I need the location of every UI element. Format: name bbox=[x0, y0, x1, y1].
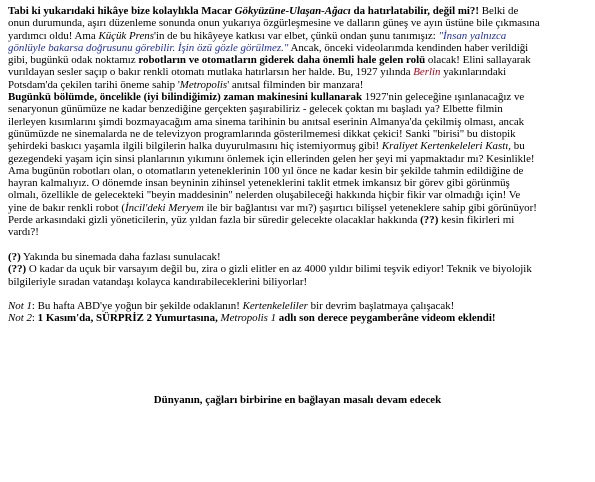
line: onun durumunda, aşırı düzenleme sonunda onun yukarıya özgürleşmesine ve dalların güneş ve ayın üstüne bile çıkmasına bbox=[8, 17, 540, 30]
paragraph-1 bbox=[8, 5, 591, 91]
video-link[interactable]: Metropolis 1 bbox=[220, 312, 277, 325]
spacer bbox=[8, 288, 591, 300]
text: ile bir bağlantısı var mı?) şaşırtıcı bilişsel yeteneklere sahip gibi görünüyor! bbox=[203, 201, 537, 214]
line bbox=[8, 5, 591, 17]
text: : Bu hafta ABD'ye yoğun bir şekilde odaklanın! bbox=[31, 300, 243, 313]
line: Ama bugünün robotları olan, o otomatların yeteneklerinin 100 yıl önce ne kadar kesin bir şekilde tahmin edildiğine de bbox=[8, 164, 524, 177]
paragraph-2 bbox=[8, 91, 591, 239]
text: yardımcı oldu! Ama bbox=[8, 29, 99, 42]
text: İncil'deki Meryem bbox=[125, 201, 204, 214]
line bbox=[8, 202, 591, 214]
line bbox=[8, 91, 591, 103]
note-label: Not 2 bbox=[8, 312, 32, 325]
line: günümüzde ne sinemalarda ne de televizyon programlarında gösterilmemesi dikkat çekici! Sanki "birisi" bu distopik bbox=[8, 127, 516, 140]
footnote-marker: (??) bbox=[8, 263, 27, 276]
article-body bbox=[8, 5, 591, 325]
text: , bu bbox=[508, 140, 525, 153]
text: vurıldayan sesler saçıp o bakır renkli otomatı mutlaka hatırlarsın her halde. Bu, 1927 yılında bbox=[8, 66, 414, 79]
text: yakınlarındaki bbox=[440, 66, 507, 79]
line bbox=[8, 54, 591, 66]
line: bilgileriyle sıradan vatandaşı kolayca kandırabileceklerini biliyorlar! bbox=[8, 275, 308, 288]
text: Metropolis bbox=[179, 78, 228, 91]
closing-line: Dünyanın, çağları birbirine en bağlayan masalı devam edecek bbox=[153, 394, 442, 406]
text: Perde arkasındaki gizli yöneticilerin, yüz yıldan fazla bir süredir gelecekte olacaklar hakkında bbox=[8, 214, 421, 227]
text: gibi, bugünkü odak noktamız bbox=[8, 54, 139, 67]
text: olacak! Elini sallayarak bbox=[425, 54, 531, 67]
text: Bugünkü bölümde, öncelikle (iyi bilindiğimiz) zaman makinesini kullanarak bbox=[8, 91, 363, 104]
text: 'in de bu hikâyeye katkısı var elbet, çünkü ondan şunu tanımışız: bbox=[154, 29, 439, 42]
text: ' anıtsal filminden bir manzara! bbox=[227, 78, 364, 91]
line bbox=[8, 214, 591, 226]
note-label: Not 1 bbox=[8, 300, 32, 313]
text: 1 Kasım'da, SÜRPRİZ 2 Yumurtasına, bbox=[37, 312, 221, 325]
text: kesin fikirleri mi bbox=[438, 214, 515, 227]
text: O kadar da uçuk bir varsayım değil bu, zira o gizli elitler en az 4000 yıldır bilimi teşvik ediyor! Teknik ve biyolojik bbox=[26, 263, 532, 276]
footnotes bbox=[8, 251, 591, 288]
text: robotların ve otomatların giderek daha önemli hale gelen rolü bbox=[138, 54, 426, 67]
notes bbox=[8, 300, 591, 325]
line bbox=[8, 42, 591, 54]
text: Kraliyet Kertenkeleleri Kastı bbox=[381, 140, 509, 153]
text: 1927'nin geleceğine ışınlanacağız ve bbox=[362, 91, 525, 104]
text: Yakında bu sinemada daha fazlası sunulacak! bbox=[20, 250, 221, 263]
text: bir devrim başlatmaya çalışacak! bbox=[307, 300, 455, 313]
note-1 bbox=[8, 300, 591, 312]
footnote-marker: (?) bbox=[8, 250, 21, 263]
note-2 bbox=[8, 312, 591, 324]
spacer bbox=[8, 239, 591, 251]
line bbox=[8, 79, 591, 91]
text: şehirdeki baskıcı yaşamla ilgili bilgilerin halka duyurulmasını hiç istemiyormuş gibi! bbox=[8, 140, 382, 153]
line bbox=[8, 140, 591, 152]
text: Gökyüzüne-Ulaşan-Ağacı bbox=[234, 5, 351, 17]
line: senaryonun günümüze ne kadar benzediğine gerçekten şaşırabiliriz - gelecek çoktan mı başladı ya? Elbette filmin bbox=[8, 103, 503, 116]
line: gezegendeki yaşam için sinsi planlarının yıkımını önlemek için ellerinden gelen her şeyi mi yapmaktadır mı? Kesinlikle! bbox=[8, 152, 535, 165]
text: Potsdam'da çekilen tarihi öneme sahip ' bbox=[8, 78, 180, 91]
line bbox=[8, 30, 591, 42]
text: Kertenkeleliler bbox=[242, 300, 308, 313]
text: Berlin bbox=[413, 66, 441, 79]
text: (??) bbox=[420, 214, 439, 227]
text: da hatırlatabilir, değil mi?! bbox=[350, 5, 479, 17]
text: adlı son derece peygamberâne videom eklendi! bbox=[276, 312, 496, 325]
line: hayran kalmalıyız. O dönemde insan beyninin zihinsel yeteneklerini taklit etmek imkansız bir görev gibi görünmüş bbox=[8, 177, 510, 190]
line: ilerleyen kısımlarını şimdi bozmayacağım ama sinema tarihinin bu anıtsal eserinin Almanya'da çekilmiş olması, ancak bbox=[8, 115, 525, 128]
quote-link[interactable]: gönlüyle bakarsa doğrusunu görebilir. İşin özü gözle görülmez." bbox=[8, 41, 289, 54]
line bbox=[8, 263, 591, 275]
text: : bbox=[31, 312, 38, 325]
text: Tabi ki yukarıdaki hikâye bize kolaylıkla Macar bbox=[8, 5, 235, 17]
text: Ancak, önceki videolarımda kendinden haber verildiği bbox=[288, 41, 529, 54]
text: Belki de bbox=[479, 5, 519, 17]
line: olmalı, özellikle de gelecekteki "beyin maddesinin" nelerden oluşabileceği hakkında hiçbir fikir var olmadığı için! Ve bbox=[8, 189, 521, 202]
line bbox=[8, 251, 591, 263]
text: yine de bakır renkli robot ( bbox=[8, 201, 126, 214]
quote-link[interactable]: "İnsan yalnızca bbox=[438, 29, 507, 42]
line: vardı?! bbox=[8, 226, 39, 239]
text: Küçük Prens bbox=[98, 29, 154, 42]
line bbox=[8, 66, 591, 78]
